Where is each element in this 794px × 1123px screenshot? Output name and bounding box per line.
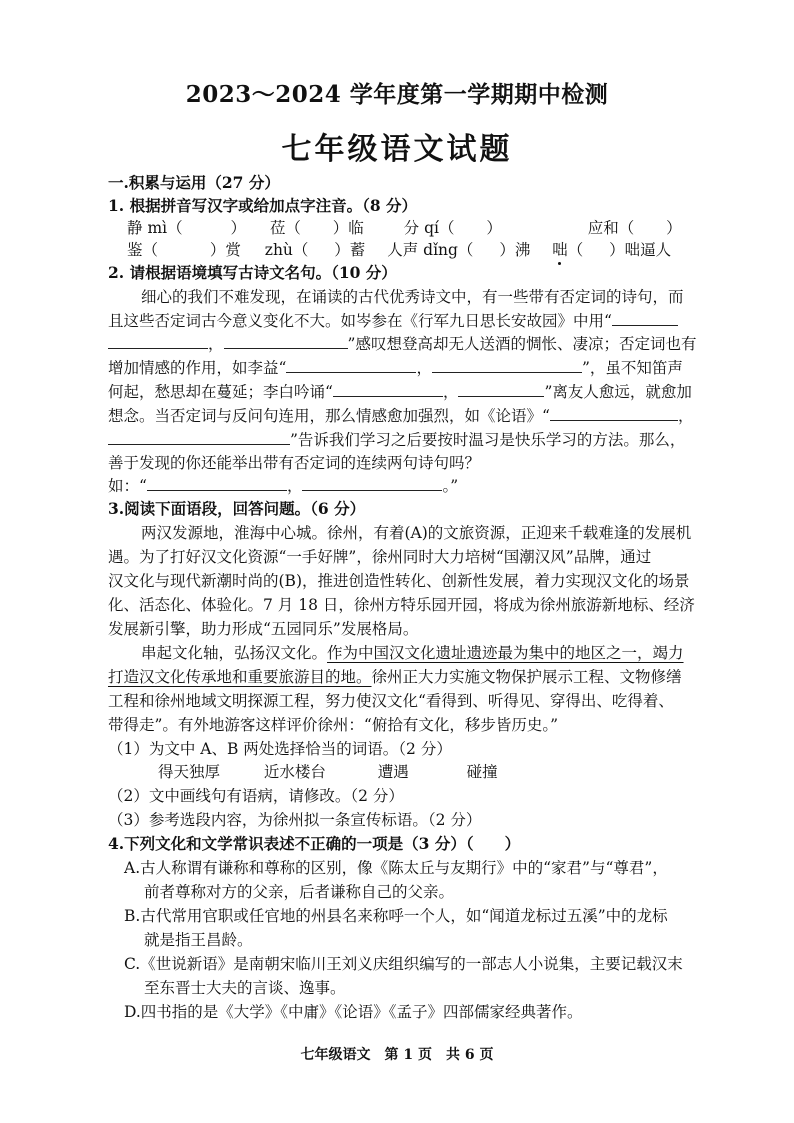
section-heading: 一.积累与运用（27 分） [108,173,280,192]
q2-line2-text: 且这些否定词古今意义变化不大。如岑参在《行军九日思长安故园》中用“ [108,312,612,330]
q4-option-a-line2: 前者尊称对方的父亲，后者谦称自己的父亲。 [144,883,455,901]
q3-line2: 遇。为了打好汉文化资源“一手好牌”，徐州同时大力培树“国潮汉风”品牌，通过 [108,548,652,566]
q1-r2-b-pinyin: zhù（ [264,241,309,259]
q2-line2 [108,310,678,332]
exam-title: 2023～2024 学年度第一学期期中检测 [185,81,609,108]
answer-blank[interactable] [147,476,287,491]
answer-blank[interactable] [333,382,443,397]
q2-line4-tail: ”，虽不知笛声 [581,359,683,377]
q1-r1-a: 静 [127,219,143,237]
q3-line7-tail: 徐州正大力实施文物保护展示工程、文物修缮 [371,668,682,686]
q2-line4-comma: ， [416,359,432,377]
page-footer: 七年级语文 第 1 页 共 6 页 [300,1047,494,1063]
q1-r1-d-close: ） [666,219,682,237]
option-word: 遭遇 [377,763,409,781]
q1-r1-a-close: ） [230,219,246,237]
q3-options [158,761,498,783]
q2-line7-text: ”告诉我们学习之后要按时温习是快乐学习的方法。那么， [290,431,686,449]
q1-r2-a: 鉴（ [127,241,159,259]
q4-option-d-line1: D.四书指的是《大学》《中庸》《论语》《孟子》四部儒家经典著作。 [124,1003,583,1021]
q1-r1-b-close: ）临 [332,219,364,237]
answer-blank[interactable] [432,358,582,373]
exam-subtitle: 七年级语文试题 [281,132,513,167]
q1-r2-d-close: ）咄逼人 [609,241,672,259]
q2-line9-tail: 。” [442,477,459,495]
q2-line5-head: 何起，愁思却在蔓延；李白吟诵“ [108,383,333,401]
q3-line8: 工程和徐州地域文明探源工程，努力使汉文化“看得到、听得见、穿得出、吃得着、 [108,692,674,710]
q1-stem: 1. 根据拼音写汉字或给加点字注音。（8 分） [108,196,418,215]
q2-line3 [108,333,696,355]
q2-line3-text: ”感叹想登高却无人送酒的惆怅、凄凉；否定词也有 [347,335,697,353]
q2-line4-head: 增加情感的作用，如李益“ [108,359,287,377]
q3-line4: 化、活态化、体验化。7 月 18 日，徐州方特乐园开园，将成为徐州旅游新地标、经济 [108,596,695,614]
answer-blank[interactable] [612,311,678,326]
q2-line6 [108,405,693,427]
q1-r2-d-dotted: 咄 [552,241,568,259]
q2-stem: 2. 请根据语境填写古诗文名句。（10 分） [108,263,397,282]
q2-line9-comma: ， [286,477,303,495]
q1-row2: 鉴（ ）赏 zhù（ ）蓄 人声 dǐng（ ）沸 咄（ ）咄逼人 [127,241,672,259]
q1-r2-c-close: ）沸 [499,241,531,259]
q3-stem: 3.阅读下面语段，回答问题。（6 分） [108,499,366,518]
q3-sub3: （3）参考选段内容，为徐州拟一条宣传标语。（2 分） [108,811,482,829]
q4-option-a-line1: A.古人称谓有谦称和尊称的区别，像《陈太丘与友期行》中的“家君”与“尊君”， [124,859,668,877]
q2-line5 [108,381,692,403]
q4-option-c-line2: 至东晋士大夫的言谈、逸事。 [144,979,346,997]
q3-line5: 发展新引擎，助力形成“五园同乐”发展格局。 [108,620,419,638]
q2-line7 [108,429,685,451]
q3-line1: 两汉发源地，淮海中心城。徐州，有着(A)的文旅资源，正迎来千载难逢的发展机 [141,524,692,542]
q1-r2-a-close: ）赏 [209,241,241,259]
q3-line3: 汉文化与现代新潮时尚的(B)，推进创造性转化、创新性发展，着力实现汉文化的场景 [108,572,690,590]
option-word: 得天独厚 [158,763,221,781]
q4-option-c-line1: C.《世说新语》是南朝宋临川王刘义庆组织编写的一部志人小说集，主要记载汉末 [124,955,683,973]
option-word: 近水楼台 [263,763,326,781]
answer-blank[interactable] [224,334,348,349]
q2-line9 [108,475,458,497]
q3-line6 [141,642,684,664]
q2-line4 [108,357,683,379]
underlined-sentence: 作为中国汉文化遗址遗迹最为集中的地区之一，竭力 [327,644,684,662]
option-word: 碰撞 [466,763,498,781]
underlined-sentence: 打造汉文化传承地和重要旅游目的地。 [108,668,372,686]
answer-blank[interactable] [302,476,442,491]
q3-sub2: （2）文中画线句有语病，请修改。（2 分） [108,787,404,805]
q2-line6-comma: ， [677,407,694,425]
q3-line6-head: 串起文化轴，弘扬汉文化。 [141,644,328,662]
q1-r2-c: 人声 [387,241,419,259]
q3-sub1: （1）为文中 A、B 两处选择恰当的词语。（2 分） [108,740,452,758]
q1-r2-c-pinyin: dǐng（ [423,241,474,259]
q2-line6-head: 想念。当否定词与反问句连用，那么情感愈加强烈，如《论语》“ [108,407,550,425]
q2-line3-comma: ， [208,335,224,353]
q3-line9: 带得走”。有外地游客这样评价徐州：“俯拾有文化，移步皆历史。” [108,716,559,734]
answer-blank[interactable] [458,382,544,397]
answer-blank[interactable] [286,358,416,373]
q2-line8: 善于发现的你还能举出带有否定词的连续两句诗句吗？ [108,454,481,472]
q1-r1-d: 应和（ [587,219,635,237]
q1-row1 [127,217,682,239]
q1-r1-a-pinyin: mì（ [147,219,183,237]
answer-blank[interactable] [550,406,678,421]
answer-blank[interactable] [108,334,208,349]
q1-r2-b-close: ）蓄 [334,241,366,259]
q2-line5-comma: ， [442,383,459,401]
q4-option-b-line2: 就是指王昌龄。 [144,931,253,949]
q2-line1: 细心的我们不难发现，在诵读的古代优秀诗文中，有一些带有否定词的诗句，而 [141,288,684,306]
q2-line5-tail: ”离友人愈远，就愈加 [544,383,692,401]
answer-blank[interactable] [108,430,290,445]
q3-line7 [108,666,682,688]
q1-r1-c-close: ） [486,219,502,237]
q2-line9-head: 如：“ [108,477,147,495]
q1-r1-b: 莅（ [269,219,301,237]
q1-r1-c: 分 [403,219,420,237]
q4-option-b-line1: B.古代常用官职或任官地的州县名来称呼一个人，如“闻道龙标过五溪”中的龙标 [124,907,668,925]
q4-stem: 4.下列文化和文学常识表述不正确的一项是（3 分）（ ） [108,834,521,853]
q1-r1-c-pinyin: qí（ [424,219,455,237]
